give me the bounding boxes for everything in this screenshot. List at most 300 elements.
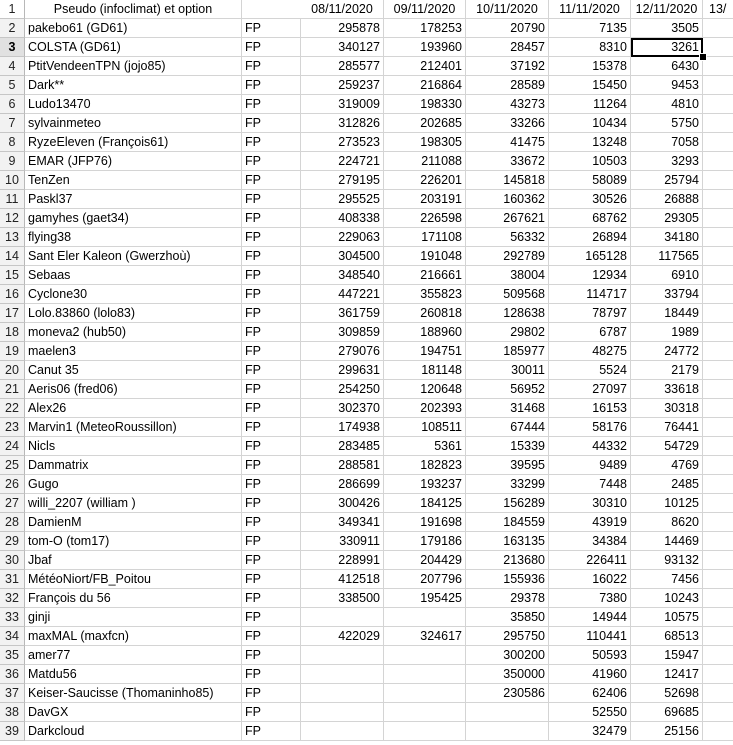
- value-cell[interactable]: 12417: [631, 665, 703, 684]
- value-cell[interactable]: 20790: [466, 19, 549, 38]
- value-cell[interactable]: 422029: [301, 627, 384, 646]
- value-cell[interactable]: 348540: [301, 266, 384, 285]
- option-cell[interactable]: FP: [242, 589, 301, 608]
- value-cell[interactable]: 288581: [301, 456, 384, 475]
- value-cell[interactable]: 93132: [631, 551, 703, 570]
- value-cell[interactable]: 198305: [384, 133, 466, 152]
- option-cell[interactable]: FP: [242, 684, 301, 703]
- value-cell[interactable]: 188960: [384, 323, 466, 342]
- row-header[interactable]: 3: [0, 38, 25, 57]
- row-header[interactable]: 8: [0, 133, 25, 152]
- value-cell[interactable]: 10125: [631, 494, 703, 513]
- option-cell[interactable]: FP: [242, 304, 301, 323]
- pseudo-cell[interactable]: Alex26: [25, 399, 242, 418]
- value-cell[interactable]: 128638: [466, 304, 549, 323]
- value-cell[interactable]: 62406: [549, 684, 631, 703]
- row-header[interactable]: 25: [0, 456, 25, 475]
- value-cell[interactable]: 207796: [384, 570, 466, 589]
- value-cell[interactable]: 33794: [631, 285, 703, 304]
- value-cell[interactable]: 43273: [466, 95, 549, 114]
- row-header[interactable]: 38: [0, 703, 25, 722]
- value-cell[interactable]: 5361: [384, 437, 466, 456]
- value-cell[interactable]: 15339: [466, 437, 549, 456]
- date-header-cell[interactable]: 09/11/2020: [384, 0, 466, 19]
- value-cell[interactable]: 50593: [549, 646, 631, 665]
- value-cell[interactable]: 14944: [549, 608, 631, 627]
- value-cell[interactable]: 54729: [631, 437, 703, 456]
- pseudo-cell[interactable]: Aeris06 (fred06): [25, 380, 242, 399]
- value-cell[interactable]: 174938: [301, 418, 384, 437]
- pseudo-cell[interactable]: Nicls: [25, 437, 242, 456]
- value-cell[interactable]: 165128: [549, 247, 631, 266]
- value-cell[interactable]: 178253: [384, 19, 466, 38]
- value-cell[interactable]: 408338: [301, 209, 384, 228]
- value-cell[interactable]: 10434: [549, 114, 631, 133]
- value-cell[interactable]: 10575: [631, 608, 703, 627]
- row-header[interactable]: 28: [0, 513, 25, 532]
- pseudo-cell[interactable]: Matdu56: [25, 665, 242, 684]
- option-cell[interactable]: FP: [242, 171, 301, 190]
- empty-cell[interactable]: [703, 456, 733, 475]
- value-cell[interactable]: 193960: [384, 38, 466, 57]
- option-cell[interactable]: FP: [242, 494, 301, 513]
- value-cell[interactable]: 58089: [549, 171, 631, 190]
- value-cell[interactable]: 67444: [466, 418, 549, 437]
- row-header[interactable]: 33: [0, 608, 25, 627]
- value-cell[interactable]: [301, 646, 384, 665]
- value-cell[interactable]: 28457: [466, 38, 549, 57]
- value-cell[interactable]: [301, 665, 384, 684]
- value-cell[interactable]: 16022: [549, 570, 631, 589]
- value-cell[interactable]: 48275: [549, 342, 631, 361]
- pseudo-cell[interactable]: MétéoNiort/FB_Poitou: [25, 570, 242, 589]
- empty-cell[interactable]: [703, 285, 733, 304]
- value-cell[interactable]: [384, 722, 466, 741]
- value-cell[interactable]: 28589: [466, 76, 549, 95]
- value-cell[interactable]: 4810: [631, 95, 703, 114]
- row-header[interactable]: 34: [0, 627, 25, 646]
- value-cell[interactable]: 110441: [549, 627, 631, 646]
- empty-cell[interactable]: [703, 646, 733, 665]
- empty-cell[interactable]: [703, 494, 733, 513]
- pseudo-cell[interactable]: moneva2 (hub50): [25, 323, 242, 342]
- value-cell[interactable]: 295525: [301, 190, 384, 209]
- option-cell[interactable]: FP: [242, 133, 301, 152]
- value-cell[interactable]: 191048: [384, 247, 466, 266]
- value-cell[interactable]: 3293: [631, 152, 703, 171]
- value-cell[interactable]: 25156: [631, 722, 703, 741]
- value-cell[interactable]: 2485: [631, 475, 703, 494]
- value-cell[interactable]: 13248: [549, 133, 631, 152]
- value-cell[interactable]: 184125: [384, 494, 466, 513]
- value-cell[interactable]: 108511: [384, 418, 466, 437]
- row-header[interactable]: 2: [0, 19, 25, 38]
- row-header[interactable]: 37: [0, 684, 25, 703]
- pseudo-cell[interactable]: maelen3: [25, 342, 242, 361]
- empty-cell[interactable]: [703, 589, 733, 608]
- value-cell[interactable]: 226201: [384, 171, 466, 190]
- row-header[interactable]: 16: [0, 285, 25, 304]
- value-cell[interactable]: 171108: [384, 228, 466, 247]
- row-header[interactable]: 18: [0, 323, 25, 342]
- value-cell[interactable]: 156289: [466, 494, 549, 513]
- value-cell[interactable]: [466, 722, 549, 741]
- row-header[interactable]: 4: [0, 57, 25, 76]
- value-cell[interactable]: 309859: [301, 323, 384, 342]
- value-cell[interactable]: 15947: [631, 646, 703, 665]
- option-cell[interactable]: FP: [242, 513, 301, 532]
- value-cell[interactable]: 302370: [301, 399, 384, 418]
- value-cell[interactable]: 355823: [384, 285, 466, 304]
- empty-cell[interactable]: [703, 684, 733, 703]
- value-cell[interactable]: 56952: [466, 380, 549, 399]
- option-cell[interactable]: FP: [242, 380, 301, 399]
- empty-cell[interactable]: [703, 418, 733, 437]
- value-cell[interactable]: 350000: [466, 665, 549, 684]
- option-cell[interactable]: FP: [242, 57, 301, 76]
- empty-cell[interactable]: [703, 190, 733, 209]
- value-cell[interactable]: 68513: [631, 627, 703, 646]
- value-cell[interactable]: 41475: [466, 133, 549, 152]
- option-cell[interactable]: FP: [242, 532, 301, 551]
- pseudo-cell[interactable]: DamienM: [25, 513, 242, 532]
- pseudo-cell[interactable]: François du 56: [25, 589, 242, 608]
- value-cell[interactable]: 8310: [549, 38, 631, 57]
- pseudo-cell[interactable]: Marvin1 (MeteoRoussillon): [25, 418, 242, 437]
- empty-cell[interactable]: [703, 361, 733, 380]
- value-cell[interactable]: 216864: [384, 76, 466, 95]
- selected-cell[interactable]: 3261: [631, 38, 703, 57]
- row-header[interactable]: 29: [0, 532, 25, 551]
- pseudo-cell[interactable]: pakebo61 (GD61): [25, 19, 242, 38]
- empty-cell[interactable]: [703, 475, 733, 494]
- value-cell[interactable]: 7058: [631, 133, 703, 152]
- value-cell[interactable]: [384, 646, 466, 665]
- option-cell[interactable]: FP: [242, 247, 301, 266]
- option-cell[interactable]: FP: [242, 38, 301, 57]
- empty-cell[interactable]: [703, 532, 733, 551]
- pseudo-cell[interactable]: Gugo: [25, 475, 242, 494]
- value-cell[interactable]: 76441: [631, 418, 703, 437]
- empty-cell[interactable]: [703, 171, 733, 190]
- option-cell[interactable]: FP: [242, 627, 301, 646]
- pseudo-cell[interactable]: Canut 35: [25, 361, 242, 380]
- option-cell[interactable]: FP: [242, 285, 301, 304]
- value-cell[interactable]: [466, 703, 549, 722]
- value-cell[interactable]: 114717: [549, 285, 631, 304]
- pseudo-cell[interactable]: ginji: [25, 608, 242, 627]
- row-header[interactable]: 30: [0, 551, 25, 570]
- fill-handle[interactable]: [699, 53, 707, 61]
- value-cell[interactable]: 204429: [384, 551, 466, 570]
- row-header[interactable]: 1: [0, 0, 25, 19]
- value-cell[interactable]: 279195: [301, 171, 384, 190]
- option-cell[interactable]: FP: [242, 152, 301, 171]
- value-cell[interactable]: 184559: [466, 513, 549, 532]
- value-cell[interactable]: 120648: [384, 380, 466, 399]
- option-cell[interactable]: FP: [242, 399, 301, 418]
- row-header[interactable]: 12: [0, 209, 25, 228]
- value-cell[interactable]: 12934: [549, 266, 631, 285]
- pseudo-cell[interactable]: willi_2207 (william ): [25, 494, 242, 513]
- empty-cell[interactable]: [703, 57, 733, 76]
- option-cell[interactable]: FP: [242, 19, 301, 38]
- pseudo-cell[interactable]: DavGX: [25, 703, 242, 722]
- empty-cell[interactable]: [703, 19, 733, 38]
- value-cell[interactable]: 5750: [631, 114, 703, 133]
- pseudo-cell[interactable]: Lolo.83860 (lolo83): [25, 304, 242, 323]
- row-header[interactable]: 39: [0, 722, 25, 741]
- row-header[interactable]: 35: [0, 646, 25, 665]
- value-cell[interactable]: 330911: [301, 532, 384, 551]
- value-cell[interactable]: 285577: [301, 57, 384, 76]
- empty-cell[interactable]: [703, 266, 733, 285]
- value-cell[interactable]: [384, 703, 466, 722]
- pseudo-cell[interactable]: EMAR (JFP76): [25, 152, 242, 171]
- value-cell[interactable]: 25794: [631, 171, 703, 190]
- pseudo-cell[interactable]: TenZen: [25, 171, 242, 190]
- value-cell[interactable]: 300426: [301, 494, 384, 513]
- value-cell[interactable]: 33299: [466, 475, 549, 494]
- row-header[interactable]: 9: [0, 152, 25, 171]
- value-cell[interactable]: 194751: [384, 342, 466, 361]
- date-header-cell[interactable]: 13/: [703, 0, 733, 19]
- value-cell[interactable]: 7135: [549, 19, 631, 38]
- value-cell[interactable]: [301, 608, 384, 627]
- row-header[interactable]: 21: [0, 380, 25, 399]
- value-cell[interactable]: 10503: [549, 152, 631, 171]
- empty-cell[interactable]: [703, 38, 733, 57]
- pseudo-cell[interactable]: COLSTA (GD61): [25, 38, 242, 57]
- value-cell[interactable]: 14469: [631, 532, 703, 551]
- value-cell[interactable]: 324617: [384, 627, 466, 646]
- pseudo-cell[interactable]: RyzeEleven (François61): [25, 133, 242, 152]
- row-header[interactable]: 27: [0, 494, 25, 513]
- value-cell[interactable]: 38004: [466, 266, 549, 285]
- value-cell[interactable]: 15450: [549, 76, 631, 95]
- value-cell[interactable]: 300200: [466, 646, 549, 665]
- pseudo-cell[interactable]: amer77: [25, 646, 242, 665]
- value-cell[interactable]: 412518: [301, 570, 384, 589]
- value-cell[interactable]: 9489: [549, 456, 631, 475]
- pseudo-cell[interactable]: Sant Eler Kaleon (Gwerzhoù): [25, 247, 242, 266]
- value-cell[interactable]: 361759: [301, 304, 384, 323]
- empty-cell[interactable]: [703, 399, 733, 418]
- value-cell[interactable]: 3505: [631, 19, 703, 38]
- option-cell[interactable]: FP: [242, 114, 301, 133]
- option-cell[interactable]: FP: [242, 570, 301, 589]
- value-cell[interactable]: 228991: [301, 551, 384, 570]
- value-cell[interactable]: 509568: [466, 285, 549, 304]
- option-cell[interactable]: FP: [242, 456, 301, 475]
- pseudo-cell[interactable]: Darkcloud: [25, 722, 242, 741]
- option-cell[interactable]: FP: [242, 209, 301, 228]
- empty-cell[interactable]: [703, 722, 733, 741]
- value-cell[interactable]: 6910: [631, 266, 703, 285]
- value-cell[interactable]: 254250: [301, 380, 384, 399]
- value-cell[interactable]: 6430: [631, 57, 703, 76]
- value-cell[interactable]: 9453: [631, 76, 703, 95]
- value-cell[interactable]: 44332: [549, 437, 631, 456]
- value-cell[interactable]: 185977: [466, 342, 549, 361]
- row-header[interactable]: 6: [0, 95, 25, 114]
- value-cell[interactable]: 1989: [631, 323, 703, 342]
- row-header[interactable]: 11: [0, 190, 25, 209]
- pseudo-cell[interactable]: Paskl37: [25, 190, 242, 209]
- option-cell[interactable]: FP: [242, 95, 301, 114]
- option-cell[interactable]: FP: [242, 76, 301, 95]
- row-header[interactable]: 32: [0, 589, 25, 608]
- value-cell[interactable]: 226411: [549, 551, 631, 570]
- pseudo-cell[interactable]: PtitVendeenTPN (jojo85): [25, 57, 242, 76]
- row-header[interactable]: 31: [0, 570, 25, 589]
- value-cell[interactable]: 8620: [631, 513, 703, 532]
- value-cell[interactable]: 181148: [384, 361, 466, 380]
- value-cell[interactable]: 295750: [466, 627, 549, 646]
- value-cell[interactable]: 27097: [549, 380, 631, 399]
- value-cell[interactable]: 229063: [301, 228, 384, 247]
- date-header-cell[interactable]: 08/11/2020: [301, 0, 384, 19]
- row-header[interactable]: 24: [0, 437, 25, 456]
- value-cell[interactable]: 117565: [631, 247, 703, 266]
- empty-cell[interactable]: [703, 228, 733, 247]
- value-cell[interactable]: 4769: [631, 456, 703, 475]
- value-cell[interactable]: 155936: [466, 570, 549, 589]
- option-cell[interactable]: FP: [242, 646, 301, 665]
- value-cell[interactable]: 33266: [466, 114, 549, 133]
- value-cell[interactable]: 30011: [466, 361, 549, 380]
- empty-cell[interactable]: [703, 570, 733, 589]
- option-cell[interactable]: FP: [242, 323, 301, 342]
- option-cell[interactable]: FP: [242, 665, 301, 684]
- value-cell[interactable]: 35850: [466, 608, 549, 627]
- option-cell[interactable]: FP: [242, 228, 301, 247]
- value-cell[interactable]: 16153: [549, 399, 631, 418]
- value-cell[interactable]: 5524: [549, 361, 631, 380]
- empty-cell[interactable]: [703, 304, 733, 323]
- value-cell[interactable]: 30310: [549, 494, 631, 513]
- value-cell[interactable]: 33672: [466, 152, 549, 171]
- value-cell[interactable]: 273523: [301, 133, 384, 152]
- pseudo-cell[interactable]: Cyclone30: [25, 285, 242, 304]
- value-cell[interactable]: 41960: [549, 665, 631, 684]
- pseudo-header-cell[interactable]: Pseudo (infoclimat) et option: [25, 0, 242, 19]
- empty-cell[interactable]: [703, 114, 733, 133]
- value-cell[interactable]: 198330: [384, 95, 466, 114]
- empty-cell[interactable]: [703, 703, 733, 722]
- empty-cell[interactable]: [703, 209, 733, 228]
- value-cell[interactable]: 182823: [384, 456, 466, 475]
- value-cell[interactable]: 33618: [631, 380, 703, 399]
- value-cell[interactable]: 30318: [631, 399, 703, 418]
- empty-cell[interactable]: [703, 323, 733, 342]
- pseudo-cell[interactable]: Sebaas: [25, 266, 242, 285]
- option-header-cell[interactable]: [242, 0, 301, 19]
- value-cell[interactable]: 295878: [301, 19, 384, 38]
- value-cell[interactable]: 39595: [466, 456, 549, 475]
- value-cell[interactable]: 78797: [549, 304, 631, 323]
- empty-cell[interactable]: [703, 437, 733, 456]
- row-header[interactable]: 5: [0, 76, 25, 95]
- value-cell[interactable]: 58176: [549, 418, 631, 437]
- row-header[interactable]: 15: [0, 266, 25, 285]
- value-cell[interactable]: 338500: [301, 589, 384, 608]
- value-cell[interactable]: 267621: [466, 209, 549, 228]
- value-cell[interactable]: 216661: [384, 266, 466, 285]
- empty-cell[interactable]: [703, 513, 733, 532]
- value-cell[interactable]: 24772: [631, 342, 703, 361]
- row-header[interactable]: 19: [0, 342, 25, 361]
- value-cell[interactable]: 15378: [549, 57, 631, 76]
- value-cell[interactable]: 299631: [301, 361, 384, 380]
- value-cell[interactable]: 145818: [466, 171, 549, 190]
- value-cell[interactable]: 163135: [466, 532, 549, 551]
- date-header-cell[interactable]: 11/11/2020: [549, 0, 631, 19]
- value-cell[interactable]: [384, 684, 466, 703]
- value-cell[interactable]: [384, 608, 466, 627]
- value-cell[interactable]: 202393: [384, 399, 466, 418]
- option-cell[interactable]: FP: [242, 722, 301, 741]
- row-header[interactable]: 13: [0, 228, 25, 247]
- pseudo-cell[interactable]: sylvainmeteo: [25, 114, 242, 133]
- value-cell[interactable]: 211088: [384, 152, 466, 171]
- value-cell[interactable]: 68762: [549, 209, 631, 228]
- value-cell[interactable]: 224721: [301, 152, 384, 171]
- row-header[interactable]: 14: [0, 247, 25, 266]
- empty-cell[interactable]: [703, 380, 733, 399]
- value-cell[interactable]: 319009: [301, 95, 384, 114]
- value-cell[interactable]: 26894: [549, 228, 631, 247]
- value-cell[interactable]: 6787: [549, 323, 631, 342]
- value-cell[interactable]: 259237: [301, 76, 384, 95]
- value-cell[interactable]: 31468: [466, 399, 549, 418]
- row-header[interactable]: 23: [0, 418, 25, 437]
- value-cell[interactable]: 29305: [631, 209, 703, 228]
- option-cell[interactable]: FP: [242, 475, 301, 494]
- empty-cell[interactable]: [703, 608, 733, 627]
- value-cell[interactable]: 26888: [631, 190, 703, 209]
- value-cell[interactable]: 34384: [549, 532, 631, 551]
- value-cell[interactable]: 203191: [384, 190, 466, 209]
- option-cell[interactable]: FP: [242, 703, 301, 722]
- option-cell[interactable]: FP: [242, 190, 301, 209]
- pseudo-cell[interactable]: gamyhes (gaet34): [25, 209, 242, 228]
- value-cell[interactable]: 29378: [466, 589, 549, 608]
- value-cell[interactable]: 312826: [301, 114, 384, 133]
- value-cell[interactable]: 349341: [301, 513, 384, 532]
- option-cell[interactable]: FP: [242, 608, 301, 627]
- pseudo-cell[interactable]: maxMAL (maxfcn): [25, 627, 242, 646]
- value-cell[interactable]: 191698: [384, 513, 466, 532]
- option-cell[interactable]: FP: [242, 342, 301, 361]
- pseudo-cell[interactable]: tom-O (tom17): [25, 532, 242, 551]
- value-cell[interactable]: [301, 722, 384, 741]
- value-cell[interactable]: 160362: [466, 190, 549, 209]
- pseudo-cell[interactable]: Ludo13470: [25, 95, 242, 114]
- value-cell[interactable]: 7448: [549, 475, 631, 494]
- option-cell[interactable]: FP: [242, 437, 301, 456]
- value-cell[interactable]: 69685: [631, 703, 703, 722]
- value-cell[interactable]: 279076: [301, 342, 384, 361]
- empty-cell[interactable]: [703, 342, 733, 361]
- value-cell[interactable]: 179186: [384, 532, 466, 551]
- empty-cell[interactable]: [703, 76, 733, 95]
- empty-cell[interactable]: [703, 133, 733, 152]
- empty-cell[interactable]: [703, 247, 733, 266]
- value-cell[interactable]: 43919: [549, 513, 631, 532]
- row-header[interactable]: 26: [0, 475, 25, 494]
- option-cell[interactable]: FP: [242, 361, 301, 380]
